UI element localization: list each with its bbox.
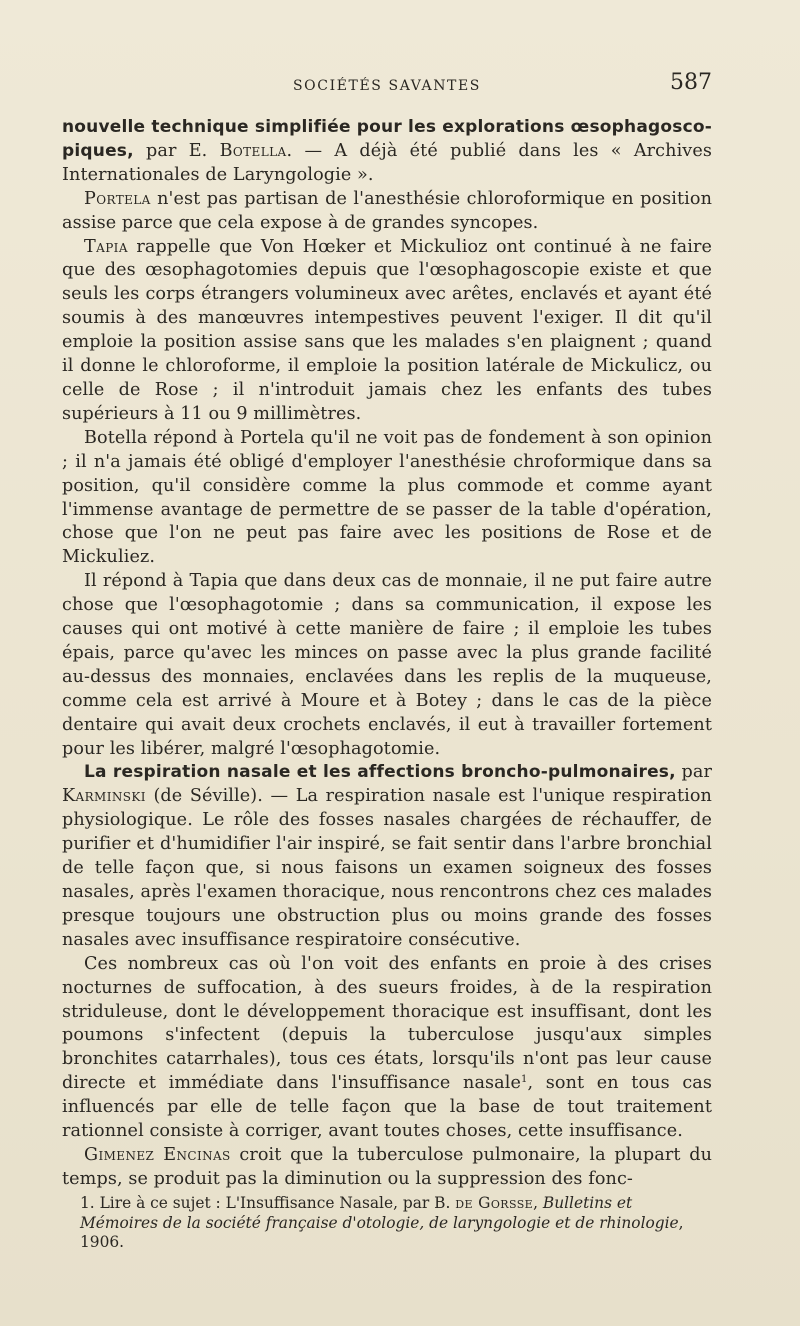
paragraph-6 <box>62 761 712 952</box>
body-text <box>62 116 712 1192</box>
text-run: croit que la tuberculose pulmonaire, la plupart du temps, se produit pas la diminution ou la suppression des fonc- <box>62 1144 712 1189</box>
author-name: Karminski <box>62 786 146 807</box>
footnote-ref: 1 <box>521 1074 528 1086</box>
text-run: , sont en tous cas influencés par elle de telle façon que la base de tout traitement rationnel consiste à corriger, avant toutes choses, cette insuffisance. <box>62 1073 712 1142</box>
section-title-oesophagoscopy: nouvelle technique simplifiée pour les explorations œsophagosco-piques, <box>62 117 712 161</box>
paragraph-4 <box>62 427 712 570</box>
text-run: n'est pas partisan de l'anesthésie chloroformique en position assise parce que cela expose à de grandes syncopes. <box>62 188 712 233</box>
text-run: Il répond à Tapia que dans deux cas de monnaie, il ne put faire autre chose que l'œsophagotomie ; dans sa communication, il expose les causes qui ont motivé à cette manière de faire ; il emploie les tubes épais, parce qu'avec les minces on passe avec la plus grande facilité au-dessus des monnaies, enclavées dans les replis de la muqueuse, comme cela est arrivé à Moure et à Botey ; dans le cas de la pièce dentaire qui avait deux crochets enclavés, il eut à travailler fortement pour les libérer, malgré l'œsophagotomie. <box>62 571 712 759</box>
paragraph-3 <box>62 236 712 427</box>
paragraph-1 <box>62 116 712 188</box>
running-title: SOCIÉTÉS SAVANTES <box>292 78 481 94</box>
footnote <box>80 1194 712 1253</box>
text-run: par <box>675 762 712 783</box>
page-number: 587 <box>670 70 712 95</box>
paragraph-2 <box>62 188 712 236</box>
text-run: Ces nombreux cas où l'on voit des enfants en proie à des crises nocturnes de suffocation, à des sueurs froides, à de la respiration striduleuse, dont le développement thoracique est insuffisant, dont les poumons s'infectent (depuis la tuberculose jusqu'aux simples bronchites catarrhales), tous ces états, lorsqu'ils n'ont pas leur cause directe et immédiate dans l'insuffisance nasale <box>62 953 712 1094</box>
speaker-name: Tapia <box>84 236 128 257</box>
text-run: , <box>533 1194 543 1212</box>
text-run: . — A déjà été publié dans les « Archives Internationales de Laryngologie ». <box>62 140 712 185</box>
text-run: , 1906. <box>80 1213 684 1252</box>
journal-title: Bulletins et Mémoires de la société française d'otologie, de laryngologie et de rhinologie <box>80 1194 679 1232</box>
text-run: (de Séville). — La respiration nasale est l'unique respiration physiologique. Le rôle des fosses nasales chargées de réchauffer, de purifier et d'humidifier l'air inspiré, se fait sentir dans l'arbre bronchial de telle façon que, si nous faisons un examen soigneux des fosses nasales, après l'examen thoracique, nous rencontrons chez ces malades presque toujours une obstruction plus ou moins grande des fosses nasales avec insuffisance respiratoire consécutive. <box>62 786 712 950</box>
text-run: 1. Lire à ce sujet : L'Insuffisance Nasale, par B. <box>80 1194 456 1212</box>
footnote-text <box>80 1194 712 1253</box>
text-run: Botella répond à Portela qu'il ne voit pas de fondement à son opinion ; il n'a jamais été obligé d'employer l'anesthésie chroformique dans sa position, qu'il considère comme la plus commode et comme ayant l'immense avantage de permettre de se passer de la table d'opération, chose que l'on ne peut pas faire avec les positions de Rose et de Mickuliez. <box>62 427 712 568</box>
section-title-nasal-respiration: La respiration nasale et les affections broncho-pulmonaires, <box>84 762 676 783</box>
speaker-name: Gimenez Encinas <box>84 1144 231 1165</box>
author-name: Botella <box>219 140 287 161</box>
text-run: rappelle que Von Hœker et Mickulioz ont continué à ne faire que des œsophagotomies depuis que l'œsophagoscopie existe et que seuls les corps étrangers volumineux avec arêtes, enclavés et ayant été soumis à des manœuvres intempestives peuvent l'exiger. Il dit qu'il emploie la position assise sans que les malades s'en plaignent ; quand il donne le chloroforme, il emploie la position latérale de Mickulicz, ou celle de Rose ; il n'introduit jamais chez les enfants des tubes supérieurs à 11 ou 9 millimètres. <box>62 236 712 424</box>
paragraph-8 <box>62 1144 712 1192</box>
page-header <box>62 66 712 100</box>
paragraph-5 <box>62 570 712 761</box>
text-run: par E. <box>133 140 220 161</box>
speaker-name: Portela <box>84 188 151 209</box>
paragraph-7 <box>62 953 712 1144</box>
author-name: de Gorsse <box>455 1194 534 1212</box>
